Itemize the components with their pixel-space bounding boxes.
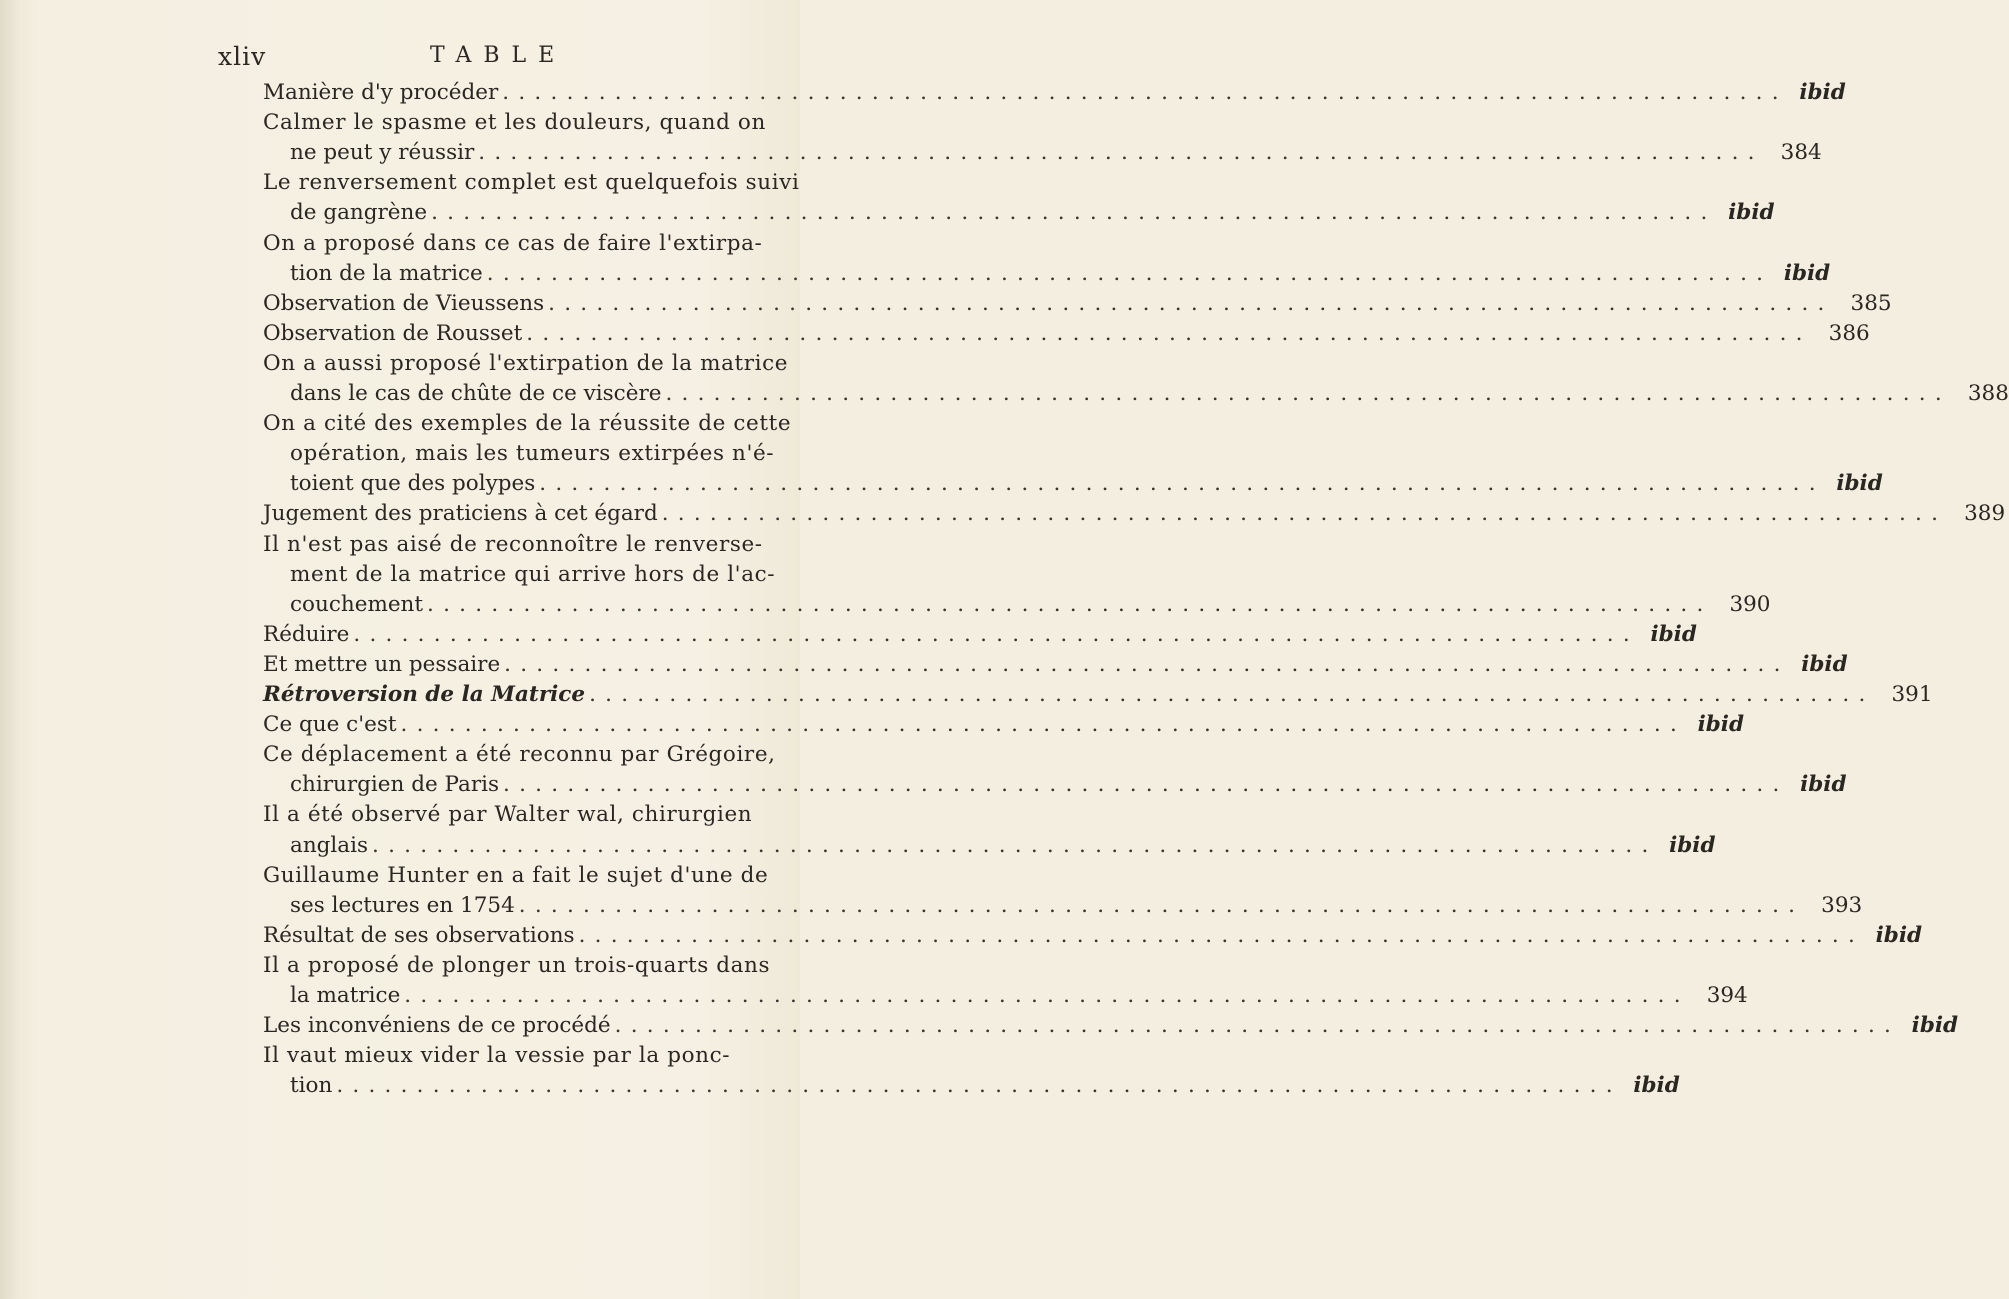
toc-page-ref: ibid [1799,80,1846,105]
toc-page-ref: 385 [1850,290,1892,316]
toc-entry-text: Réduire [263,621,350,647]
toc-entry-text: Résultat de ses observations [263,922,575,948]
toc-entry-text: On a aussi proposé l'extirpation de la matrice [263,350,789,376]
toc-line [263,648,1848,682]
toc-entry-text: Et mettre un pessaire [263,651,501,677]
gutter-shadow [0,0,20,1299]
toc-line [290,768,1847,802]
toc-page-ref: ibid [1783,260,1831,286]
toc-line [263,708,1744,742]
toc-page-ref: 389 [1964,501,2006,527]
dot-leader: . . . . . . . . . . . . . . . . . . . . . . . . . . . . . . . . . . . . . . . . . . . . . . . . . . . . . . . . . . . . . . . . . . . . . . . . . . . . . . . . [589,682,1867,707]
toc-entry-text: dans le cas de chûte de ce viscère [290,381,662,406]
toc-line [263,528,763,562]
toc-line [263,106,766,140]
dot-leader: . . . . . . . . . . . . . . . . . . . . . . . . . . . . . . . . . . . . . . . . . . . . . . . . . . . . . . . . . . . . . . . . . . . . . . . . . . . . . . . . [427,591,1705,617]
toc-page-ref: 386 [1828,320,1870,346]
toc-line [263,738,776,772]
toc-line [290,257,1831,291]
toc-page-ref: ibid [1911,1013,1959,1039]
dot-leader: . . . . . . . . . . . . . . . . . . . . . . . . . . . . . . . . . . . . . . . . . . . . . . . . . . . . . . . . . . . . . . . . . . . . . . . . . . . . . . . . [353,621,1631,647]
toc-entry-text: Guillaume Hunter en a fait le sujet d'une de [263,862,769,888]
toc-entry-text: Calmer le spasme et les douleurs, quand on [263,110,766,136]
toc-line [290,979,1748,1013]
dot-leader: . . . . . . . . . . . . . . . . . . . . . . . . . . . . . . . . . . . . . . . . . . . . . . . . . . . . . . . . . . . . . . . . . . . . . . . . . . . . . . . . [478,140,1756,166]
toc-line [263,407,791,441]
toc-line [263,919,1923,953]
toc-entry-text: Il vaut mieux vider la vessie par la ponc- [263,1043,731,1069]
toc-line [290,889,1863,923]
toc-entry-text: couchement [290,591,424,617]
toc-page-ref: 384 [1780,140,1822,166]
dot-leader: . . . . . . . . . . . . . . . . . . . . . . . . . . . . . . . . . . . . . . . . . . . . . . . . . . . . . . . . . . . . . . . . . . . . . . . . . . . . . . . . [336,1073,1614,1099]
toc-line [263,949,770,983]
toc-line [263,497,2006,531]
toc-entry-text: Les inconvéniens de ce procédé [263,1013,611,1039]
toc-entry-text: toient que des polypes [290,471,536,497]
toc-entry-text: tion de la matrice [290,260,483,286]
toc-page-ref: ibid [1669,832,1716,858]
dot-leader: . . . . . . . . . . . . . . . . . . . . . . . . . . . . . . . . . . . . . . . . . . . . . . . . . . . . . . . . . . . . . . . . . . . . . . . . . . . . . . . . [502,80,1780,105]
toc-line [290,588,1771,622]
toc-line [263,347,788,381]
toc-entry-text: de gangrène [290,200,428,226]
toc-entry-text: On a cité des exemples de la réussite de cette [263,411,792,437]
dot-leader: . . . . . . . . . . . . . . . . . . . . . . . . . . . . . . . . . . . . . . . . . . . . . . . . . . . . . . . . . . . . . . . . . . . . . . . . . . . . . . . . [400,712,1678,738]
dot-leader: . . . . . . . . . . . . . . . . . . . . . . . . . . . . . . . . . . . . . . . . . . . . . . . . . . . . . . . . . . . . . . . . . . . . . . . . . . . . . . . . [548,290,1826,316]
toc-line [263,317,1870,351]
toc-entry-text: chirurgien de Paris [290,772,500,798]
dot-leader: . . . . . . . . . . . . . . . . . . . . . . . . . . . . . . . . . . . . . . . . . . . . . . . . . . . . . . . . . . . . . . . . . . . . . . . . . . . . . . . . [539,471,1817,497]
toc-line [263,1009,1959,1043]
toc-entry-text: Jugement des praticiens à cet égard [263,501,658,527]
toc-page-ref: ibid [1728,200,1775,226]
toc-entry-text: ne peut y réussir [290,140,475,166]
toc-line [263,227,762,261]
dot-leader: . . . . . . . . . . . . . . . . . . . . . . . . . . . . . . . . . . . . . . . . . . . . . . . . . . . . . . . . . . . . . . . . . . . . . . . . . . . . . . . . [661,501,1940,527]
toc-line [290,558,775,592]
dot-leader: . . . . . . . . . . . . . . . . . . . . . . . . . . . . . . . . . . . . . . . . . . . . . . . . . . . . . . . . . . . . . . . . . . . . . . . . . . . . . . . . [526,320,1804,346]
toc-entry-text: Observation de Rousset [263,320,523,346]
toc-entry-text: Ce que c'est [263,712,397,738]
toc-line [290,467,1883,501]
toc-entry-text: Le renversement complet est quelquefois suivi [263,170,800,196]
toc-page-ref: ibid [1875,922,1923,948]
toc-line [263,287,1892,321]
dot-leader: . . . . . . . . . . . . . . . . . . . . . . . . . . . . . . . . . . . . . . . . . . . . . . . . . . . . . . . . . . . . . . . . . . . . . . . . . . . . . . . . [486,260,1765,286]
toc-entry-text: ses lectures en 1754 [290,892,515,918]
toc-page-ref: 391 [1891,682,1933,707]
toc-entry-text: la matrice [290,983,401,1008]
page-number: xliv [218,42,267,71]
dot-leader: . . . . . . . . . . . . . . . . . . . . . . . . . . . . . . . . . . . . . . . . . . . . . . . . . . . . . . . . . . . . . . . . . . . . . . . . . . . . . . . . [503,772,1781,798]
toc-entry-text: ment de la matrice qui arrive hors de l'ac- [290,561,776,587]
toc-entry-text: anglais [290,832,369,858]
dot-leader: . . . . . . . . . . . . . . . . . . . . . . . . . . . . . . . . . . . . . . . . . . . . . . . . . . . . . . . . . . . . . . . . . . . . . . . . . . . . . . . . [614,1013,1893,1039]
dot-leader: . . . . . . . . . . . . . . . . . . . . . . . . . . . . . . . . . . . . . . . . . . . . . . . . . . . . . . . . . . . . . . . . . . . . . . . . . . . . . . . . [665,381,1943,406]
dot-leader: . . . . . . . . . . . . . . . . . . . . . . . . . . . . . . . . . . . . . . . . . . . . . . . . . . . . . . . . . . . . . . . . . . . . . . . . . . . . . . . . [404,983,1682,1008]
toc-entry-text: Observation de Vieussens [263,290,545,316]
toc-entry-text: tion [290,1073,333,1099]
toc-line [263,678,1933,712]
toc-line [290,136,1822,170]
toc-line [290,1069,1680,1103]
toc-page-ref: ibid [1697,712,1744,738]
dot-leader: . . . . . . . . . . . . . . . . . . . . . . . . . . . . . . . . . . . . . . . . . . . . . . . . . . . . . . . . . . . . . . . . . . . . . . . . . . . . . . . . [504,651,1782,677]
toc-page-ref: ibid [1836,471,1883,497]
toc-page-ref: 393 [1821,892,1863,918]
toc-page-ref: ibid [1800,772,1847,798]
dot-leader: . . . . . . . . . . . . . . . . . . . . . . . . . . . . . . . . . . . . . . . . . . . . . . . . . . . . . . . . . . . . . . . . . . . . . . . . . . . . . . . . [578,922,1857,948]
toc-line [290,437,774,471]
toc-page-ref: 394 [1706,983,1748,1008]
toc-entry-text: Il a été observé par Walter wal, chirurgien [263,802,753,828]
toc-line [263,618,1697,652]
toc-page-ref: ibid [1801,651,1848,677]
running-title: TABLE [430,43,567,68]
dot-leader: . . . . . . . . . . . . . . . . . . . . . . . . . . . . . . . . . . . . . . . . . . . . . . . . . . . . . . . . . . . . . . . . . . . . . . . . . . . . . . . . [431,200,1709,226]
toc-page-ref: 390 [1729,591,1771,617]
toc-entry-text: opération, mais les tumeurs extirpées n'é- [290,441,775,467]
toc-entry-text: Ce déplacement a été reconnu par Grégoire, [263,742,776,768]
toc-line [263,166,799,200]
toc-page-ref: 388 [1967,381,2009,406]
toc-entry-text: On a proposé dans ce cas de faire l'extirpa- [263,230,763,256]
toc-entry-text: Il n'est pas aisé de reconnoître le renverse- [263,531,763,557]
toc-line [290,377,2009,411]
toc-line [263,798,752,832]
toc-entry-text: Rétroversion de la Matrice [263,682,586,707]
toc-line [290,196,1775,230]
toc-entry-text: Manière d'y procéder [263,80,499,105]
toc-entry-text: Il a proposé de plonger un trois-quarts dans [263,952,771,978]
toc-line [263,1039,730,1073]
dot-leader: . . . . . . . . . . . . . . . . . . . . . . . . . . . . . . . . . . . . . . . . . . . . . . . . . . . . . . . . . . . . . . . . . . . . . . . . . . . . . . . . [372,832,1650,858]
toc-line [263,859,768,893]
toc-page-ref: ibid [1633,1073,1680,1099]
dot-leader: . . . . . . . . . . . . . . . . . . . . . . . . . . . . . . . . . . . . . . . . . . . . . . . . . . . . . . . . . . . . . . . . . . . . . . . . . . . . . . . . [518,892,1797,918]
toc-page-ref: ibid [1650,621,1697,647]
toc-line [263,76,1846,110]
toc-line [290,829,1716,863]
